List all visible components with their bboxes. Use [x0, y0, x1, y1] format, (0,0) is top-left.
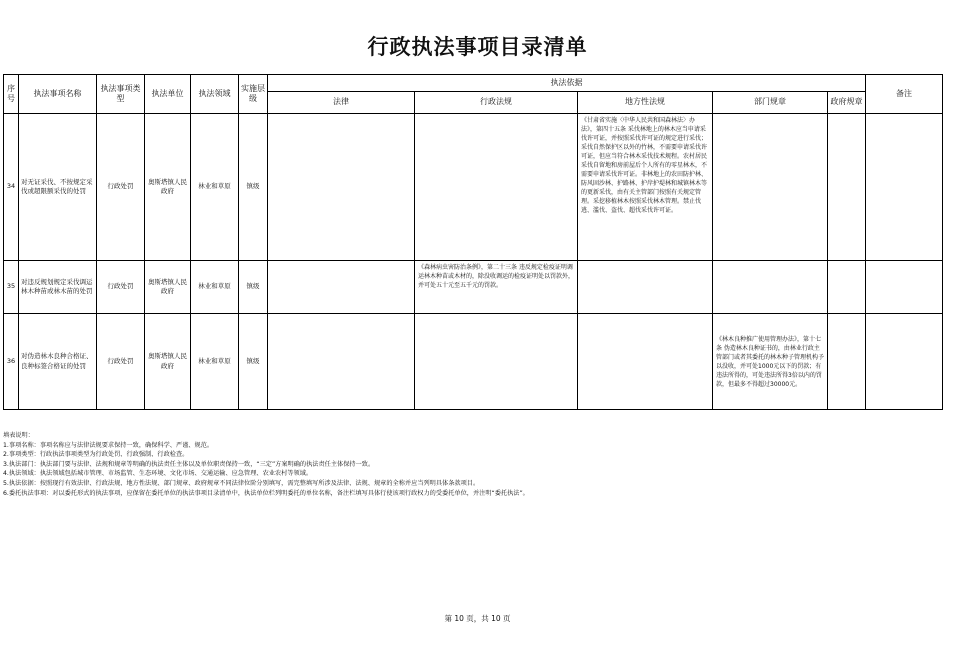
- cell-name: 对违反规划规定采伐调运林木种苗或林木苗的处罚: [19, 261, 97, 314]
- cell-gov-rule: [828, 114, 866, 261]
- header-dept-rule: 部门规章: [713, 92, 828, 114]
- header-seq: 序号: [4, 75, 19, 114]
- cell-admin-reg: [415, 314, 578, 410]
- enforcement-table: [3, 74, 943, 410]
- cell-field: 林业和草原: [191, 314, 239, 410]
- header-local-reg: 地方性法规: [578, 92, 713, 114]
- table-row: [4, 314, 943, 410]
- cell-remark: [866, 261, 943, 314]
- header-level: 实施层级: [239, 75, 268, 114]
- cell-name: 对无证采伐、不按规定采伐或超限额采伐的处罚: [19, 114, 97, 261]
- cell-law: [268, 261, 415, 314]
- header-gov-rule: 政府规章: [828, 92, 866, 114]
- cell-type: 行政处罚: [97, 114, 145, 261]
- header-remark: 备注: [866, 75, 943, 114]
- cell-remark: [866, 314, 943, 410]
- note-item: 2.事项类型：行政执法事项类型为行政处罚、行政强制、行政检查。: [3, 451, 189, 459]
- cell-type: 行政处罚: [97, 261, 145, 314]
- cell-unit: 奥斯塔镇人民政府: [145, 314, 191, 410]
- cell-field: 林业和草原: [191, 114, 239, 261]
- cell-dept-rule: [713, 261, 828, 314]
- note-item: 1.事项名称：事项名称应与法律法规要求保持一致，确保科学、严谨、规范。: [3, 441, 214, 449]
- cell-dept-rule: 《林木良种推广使用管理办法》，第十七条 伪造林木良种证书的，由林业行政主管部门或者其委托的林木种子管理机构予以没收，并可处1000元以下的罚款；有违法所得的，可处违法所得3倍以内的罚款，但最多不得超过30000元。: [713, 314, 828, 410]
- cell-seq: 34: [4, 114, 19, 261]
- notes-heading: 填表说明：: [3, 432, 34, 439]
- cell-local-reg: 《甘肃省实施〈中华人民共和国森林法〉办法》，第四十五条 采伐林地上的林木应当申请采伐许可证，并按照采伐许可证的规定进行采伐；采伐自然保护区以外的竹林，不需要申请采伐许可证，但应当符合林木采伐技术规程。农村居民采伐自留地和房前屋后个人所有的零星林木，不需要申请采伐许可证。非林地上的农田防护林、防风固沙林、护路林、护岸护堤林和城镇林木等的更新采伐，由有关主管部门按照有关规定管理。采挖移植林木按照采伐林木管理。禁止伐逃、滥伐、盗伐、超伐采伐许可证。: [578, 114, 713, 261]
- cell-local-reg: [578, 314, 713, 410]
- cell-local-reg: [578, 261, 713, 314]
- header-field: 执法领域: [191, 75, 239, 114]
- cell-level: 镇级: [239, 114, 268, 261]
- cell-unit: 奥斯塔镇人民政府: [145, 261, 191, 314]
- cell-dept-rule: [713, 114, 828, 261]
- header-name: 执法事项名称: [19, 75, 97, 114]
- header-admin-reg: 行政法规: [415, 92, 578, 114]
- note-item: 5.执法依据：按照现行有效法律、行政法规、地方性法规、部门规章、政府规章不同法律位阶分别填写，需完整填写所涉及法律、法规、规章的全称并应当列明具体条款项目。: [3, 480, 480, 488]
- cell-gov-rule: [828, 261, 866, 314]
- cell-admin-reg: [415, 114, 578, 261]
- cell-type: 行政处罚: [97, 314, 145, 410]
- cell-law: [268, 314, 415, 410]
- cell-name: 对伪造林木良种合格证、良种标签合格证的处罚: [19, 314, 97, 410]
- cell-unit: 奥斯塔镇人民政府: [145, 114, 191, 261]
- fill-instructions: [3, 431, 943, 498]
- page-number: 第 10 页，共 10 页: [444, 614, 511, 623]
- cell-level: 镇级: [239, 261, 268, 314]
- cell-law: [268, 114, 415, 261]
- cell-admin-reg: 《森林病虫害防治条例》，第二十三条 违反规定检疫证明调运林木种苗或木材的，除没收调运的检疫证明处以罚款外，并可处五十元至五千元的罚款。: [415, 261, 578, 314]
- cell-remark: [866, 114, 943, 261]
- table-row: [4, 261, 943, 314]
- header-type: 执法事项类型: [97, 75, 145, 114]
- cell-gov-rule: [828, 314, 866, 410]
- header-law: 法律: [268, 92, 415, 114]
- cell-seq: 35: [4, 261, 19, 314]
- note-item: 3.执法部门：执法部门要与法律、法规和规章等明确的执法责任主体以及单位职责保持一致，“三定”方案明确的执法责任主体保持一致。: [3, 460, 375, 468]
- note-item: 4.执法领域：执法领域包括城市管理、市场监管、生态环境、文化市场、交通运输、应急管理、农业农村等领域。: [3, 470, 313, 478]
- cell-field: 林业和草原: [191, 261, 239, 314]
- table-row: [4, 114, 943, 261]
- page-title: 行政执法事项目录清单: [367, 34, 588, 59]
- note-item: 6.委托执法事项：对以委托形式的执法事项，应保留在委托单位的执法事项目录清单中，执法单位栏列明委托的单位名称，备注栏填写具体行使该项行政权力的受委托单位，并注明“委托执法”。: [3, 489, 529, 497]
- header-unit: 执法单位: [145, 75, 191, 114]
- header-basis: 执法依据: [268, 75, 866, 92]
- cell-level: 镇级: [239, 314, 268, 410]
- cell-seq: 36: [4, 314, 19, 410]
